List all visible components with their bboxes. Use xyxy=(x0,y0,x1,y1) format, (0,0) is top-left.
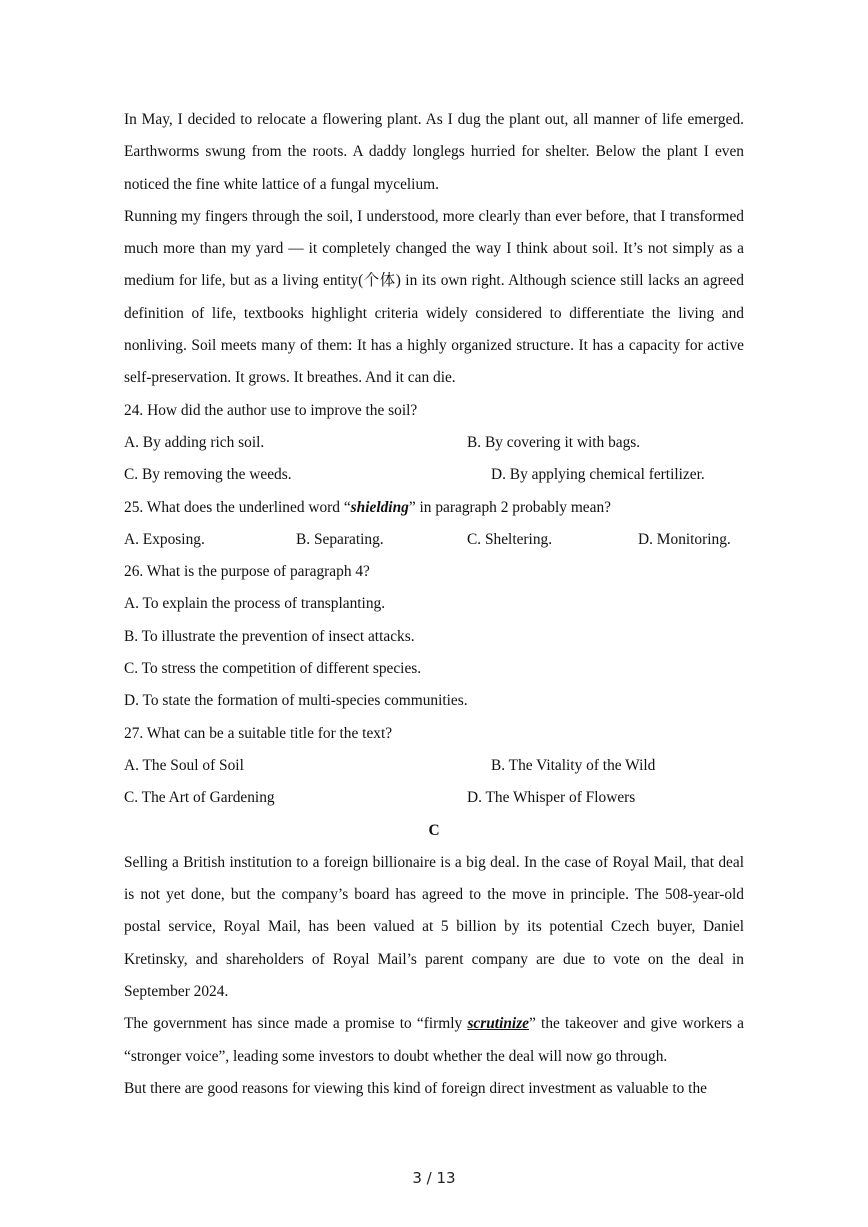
question-25-stem-after: ” in paragraph 2 probably mean? xyxy=(408,498,611,516)
question-24-option-a: A. By adding rich soil. xyxy=(124,433,265,451)
page-number: 3 / 13 xyxy=(412,1169,456,1187)
question-25-stem-before: 25. What does the underlined word “ xyxy=(124,498,351,516)
underlined-word-shielding: shielding xyxy=(350,498,409,516)
passage-b-paragraph-3: In May, I decided to relocate a flowering plant. As I dug the plant out, all manner of life emerged. Earthworms swung from the roots. A daddy longlegs hurried for shelter. Below the plant I even noticed the fine white lattice of a fungal mycelium. xyxy=(124,111,744,193)
question-25-option-b: B. Separating. xyxy=(296,530,384,548)
question-24-stem: 24. How did the author use to improve the soil? xyxy=(124,401,418,419)
question-25-options-row xyxy=(124,524,744,556)
passage-c-paragraph-2-after: ” the takeover and give workers a “stronger voice”, leading some investors to doubt whether the deal will now go through. xyxy=(124,1015,744,1065)
question-25-stem xyxy=(124,492,744,524)
question-24-option-c: C. By removing the weeds. xyxy=(124,466,292,484)
passage-c-paragraph-3: But there are good reasons for viewing this kind of foreign direct investment as valuable to the xyxy=(124,1079,707,1097)
question-27-options-row-1 xyxy=(124,750,744,782)
passage-c-paragraph-2 xyxy=(124,1008,744,1073)
passage-c-paragraph-2-before: The government has since made a promise to “firmly xyxy=(124,1015,468,1033)
question-27-options-row-2 xyxy=(124,782,744,814)
question-24-options-row-1 xyxy=(124,427,744,459)
question-24-options-row-2 xyxy=(124,459,744,491)
question-25-option-d: D. Monitoring. xyxy=(638,530,731,548)
section-c-heading: C xyxy=(428,821,440,839)
question-24-option-b: B. By covering it with bags. xyxy=(467,433,641,451)
question-25-option-c: C. Sheltering. xyxy=(467,530,553,548)
question-26-stem: 26. What is the purpose of paragraph 4? xyxy=(124,563,370,581)
underlined-word-scrutinize: scrutinize xyxy=(467,1015,530,1033)
question-27-option-c: C. The Art of Gardening xyxy=(124,789,275,807)
question-26-option-d: D. To state the formation of multi-species communities. xyxy=(124,692,468,710)
passage-b-paragraph-4: Running my fingers through the soil, I understood, more clearly than ever before, that I transformed much more than my yard — it completely changed the way I think about soil. It’s not simply as a medium for life, but as a living entity(个体) in its own right. Although science still lacks an agreed definition of life, textbooks highlight criteria widely considered to differentiate the living and nonliving. Soil meets many of them: It has a highly organized structure. It has a capacity for active self-preservation. It grows. It breathes. And it can die. xyxy=(124,207,744,387)
question-25-option-a: A. Exposing. xyxy=(124,530,205,548)
question-24-option-d: D. By applying chemical fertilizer. xyxy=(491,466,705,484)
page-content xyxy=(124,104,744,1105)
question-27-option-d: D. The Whisper of Flowers xyxy=(467,789,636,807)
question-27-option-a: A. The Soul of Soil xyxy=(124,756,244,774)
question-27-option-b: B. The Vitality of the Wild xyxy=(491,756,656,774)
question-27-stem: 27. What can be a suitable title for the text? xyxy=(124,724,393,742)
question-26-option-c: C. To stress the competition of different species. xyxy=(124,660,422,678)
question-26-option-a: A. To explain the process of transplanting. xyxy=(124,595,386,613)
passage-c-paragraph-1: Selling a British institution to a foreign billionaire is a big deal. In the case of Royal Mail, that deal is not yet done, but the company’s board has agreed to the move in principle. The 508-year-old postal service, Royal Mail, has been valued at 5 billion by its potential Czech buyer, Daniel Kretinsky, and shareholders of Royal Mail’s parent company are due to vote on the deal in September 2024. xyxy=(124,853,744,1001)
question-26-option-b: B. To illustrate the prevention of insect attacks. xyxy=(124,627,415,645)
